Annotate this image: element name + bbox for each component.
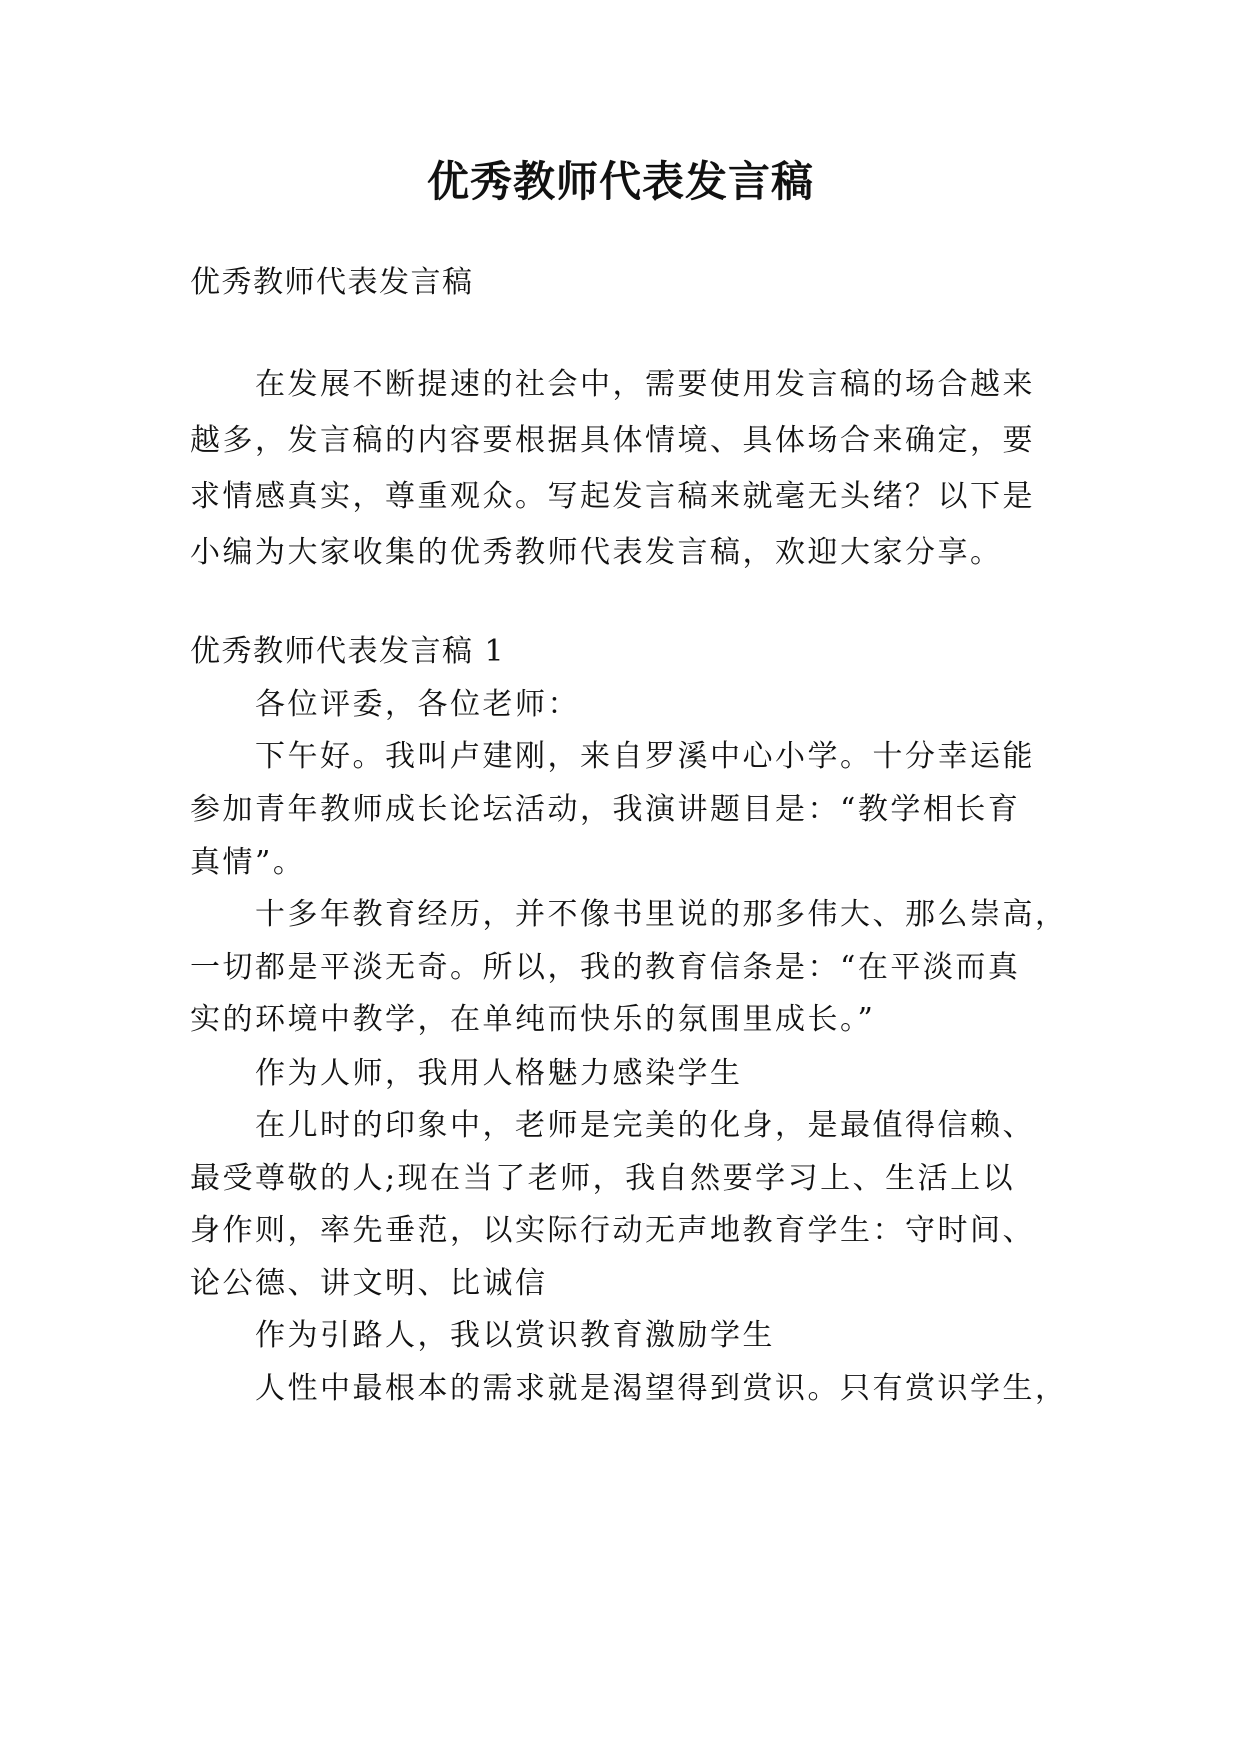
para2-line-3: 实的环境中教学，在单纯而快乐的氛围里成长。” [190, 1002, 876, 1037]
para4-line-1: 人性中最根本的需求就是渴望得到赏识。只有赏识学生， [255, 1371, 1068, 1406]
para1-line-1: 下午好。我叫卢建刚，来自罗溪中心小学。十分幸运能 [255, 739, 1035, 774]
section-heading: 优秀教师代表发言稿 1 [190, 634, 506, 669]
heading-role-guide: 作为引路人，我以赏识教育激励学生 [255, 1318, 775, 1353]
para3-line-1: 在儿时的印象中，老师是完美的化身，是最值得信赖、 [255, 1108, 1035, 1143]
para3-line-2: 最受尊敬的人;现在当了老师，我自然要学习上、生活上以 [190, 1161, 1016, 1196]
para2-line-2: 一切都是平淡无奇。所以，我的教育信条是：“在平淡而真 [190, 950, 1021, 985]
salutation: 各位评委，各位老师： [255, 687, 580, 722]
para1-line-3: 真情”。 [190, 845, 306, 880]
heading-role-teacher: 作为人师，我用人格魅力感染学生 [255, 1056, 743, 1091]
document-title: 优秀教师代表发言稿 [426, 157, 814, 206]
intro-line-3: 求情感真实，尊重观众。写起发言稿来就毫无头绪？以下是 [190, 479, 1035, 514]
intro-line-1: 在发展不断提速的社会中，需要使用发言稿的场合越来 [255, 367, 1035, 402]
document-subtitle: 优秀教师代表发言稿 [190, 265, 474, 300]
para3-line-4: 论公德、讲文明、比诚信 [190, 1266, 548, 1301]
para1-line-2: 参加青年教师成长论坛活动，我演讲题目是：“教学相长育 [190, 792, 1021, 827]
para3-line-3: 身作则，率先垂范，以实际行动无声地教育学生：守时间、 [190, 1213, 1035, 1248]
intro-line-2: 越多，发言稿的内容要根据具体情境、具体场合来确定，要 [190, 423, 1035, 458]
para2-line-1: 十多年教育经历，并不像书里说的那多伟大、那么崇高， [255, 897, 1068, 932]
intro-line-4: 小编为大家收集的优秀教师代表发言稿，欢迎大家分享。 [190, 535, 1003, 570]
